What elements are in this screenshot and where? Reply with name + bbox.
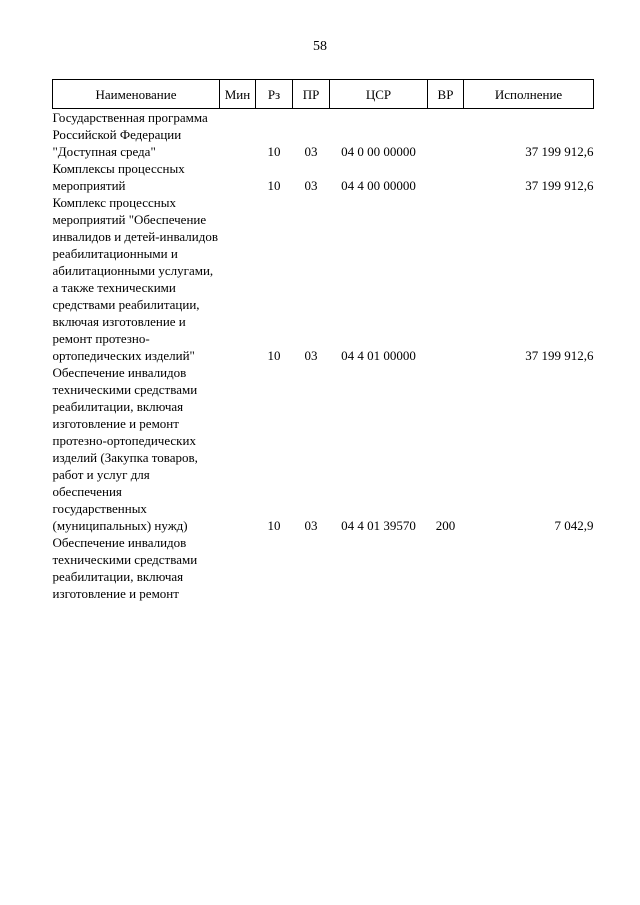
row-name-cell — [53, 160, 220, 194]
header-min: Мин — [220, 80, 256, 109]
table-row — [53, 364, 594, 534]
row-pr: 03 — [304, 144, 318, 159]
header-pr: ПР — [293, 80, 330, 109]
row-rz: 10 — [267, 178, 281, 193]
row-rz: 10 — [267, 518, 281, 533]
row-execution: 7 042,9 — [554, 518, 594, 533]
row-execution: 37 199 912,6 — [525, 144, 594, 159]
row-csr: 04 0 00 00000 — [341, 144, 416, 159]
budget-table — [52, 79, 594, 602]
row-vr — [428, 160, 464, 194]
row-name: Государственная программа Российской Федерации "Доступная среда" — [52, 110, 208, 159]
table-header — [53, 80, 594, 109]
row-execution: 37 199 912,6 — [525, 178, 594, 193]
header-rz: Рз — [256, 80, 293, 109]
row-vr — [428, 534, 464, 602]
row-name: Комплексы процессных мероприятий — [52, 161, 185, 193]
table-row — [53, 534, 594, 602]
row-min — [220, 364, 256, 534]
header-csr: ЦСР — [330, 80, 428, 109]
row-csr — [330, 534, 428, 602]
row-csr: 04 4 01 39570 — [341, 518, 416, 533]
row-name: Комплекс процессных мероприятий "Обеспечение инвалидов и детей-инвалидов реабилитационными и абилитационными услугами, а также техническими средствами реабилитации, включая изготовление и ремонт протезно-ортопедических изделий" — [52, 195, 219, 363]
table-row — [53, 109, 594, 161]
table-row — [53, 194, 594, 364]
row-vr: 200 — [435, 518, 456, 533]
row-pr: 03 — [304, 518, 318, 533]
page-number: 58 — [313, 39, 327, 54]
header-name: Наименование — [53, 80, 220, 109]
row-min — [220, 194, 256, 364]
row-name-cell — [53, 364, 220, 534]
row-rz — [256, 534, 293, 602]
row-name-cell — [53, 109, 220, 161]
row-execution — [464, 534, 594, 602]
row-min — [220, 109, 256, 161]
row-vr — [428, 109, 464, 161]
row-vr — [428, 194, 464, 364]
row-pr: 03 — [304, 348, 318, 363]
header-execution: Исполнение — [464, 80, 594, 109]
row-rz: 10 — [267, 348, 281, 363]
table-body — [53, 109, 594, 603]
row-min — [220, 534, 256, 602]
header-row — [53, 80, 594, 109]
row-execution: 37 199 912,6 — [525, 348, 594, 363]
row-min — [220, 160, 256, 194]
row-csr: 04 4 00 00000 — [341, 178, 416, 193]
table-row — [53, 160, 594, 194]
row-name-cell — [53, 194, 220, 364]
row-name: Обеспечение инвалидов техническими средствами реабилитации, включая изготовление и ремонт протезно-ортопедических изделий (Закупка товаров, работ и услуг для обеспечения государственных (муниципальных) нужд) — [52, 365, 198, 533]
row-pr: 03 — [304, 178, 318, 193]
header-vr: ВР — [428, 80, 464, 109]
row-name: Обеспечение инвалидов техническими средствами реабилитации, включая изготовление и ремонт — [52, 535, 198, 601]
row-csr: 04 4 01 00000 — [341, 348, 416, 363]
row-rz: 10 — [267, 144, 281, 159]
row-name-cell — [53, 534, 220, 602]
row-pr — [293, 534, 330, 602]
